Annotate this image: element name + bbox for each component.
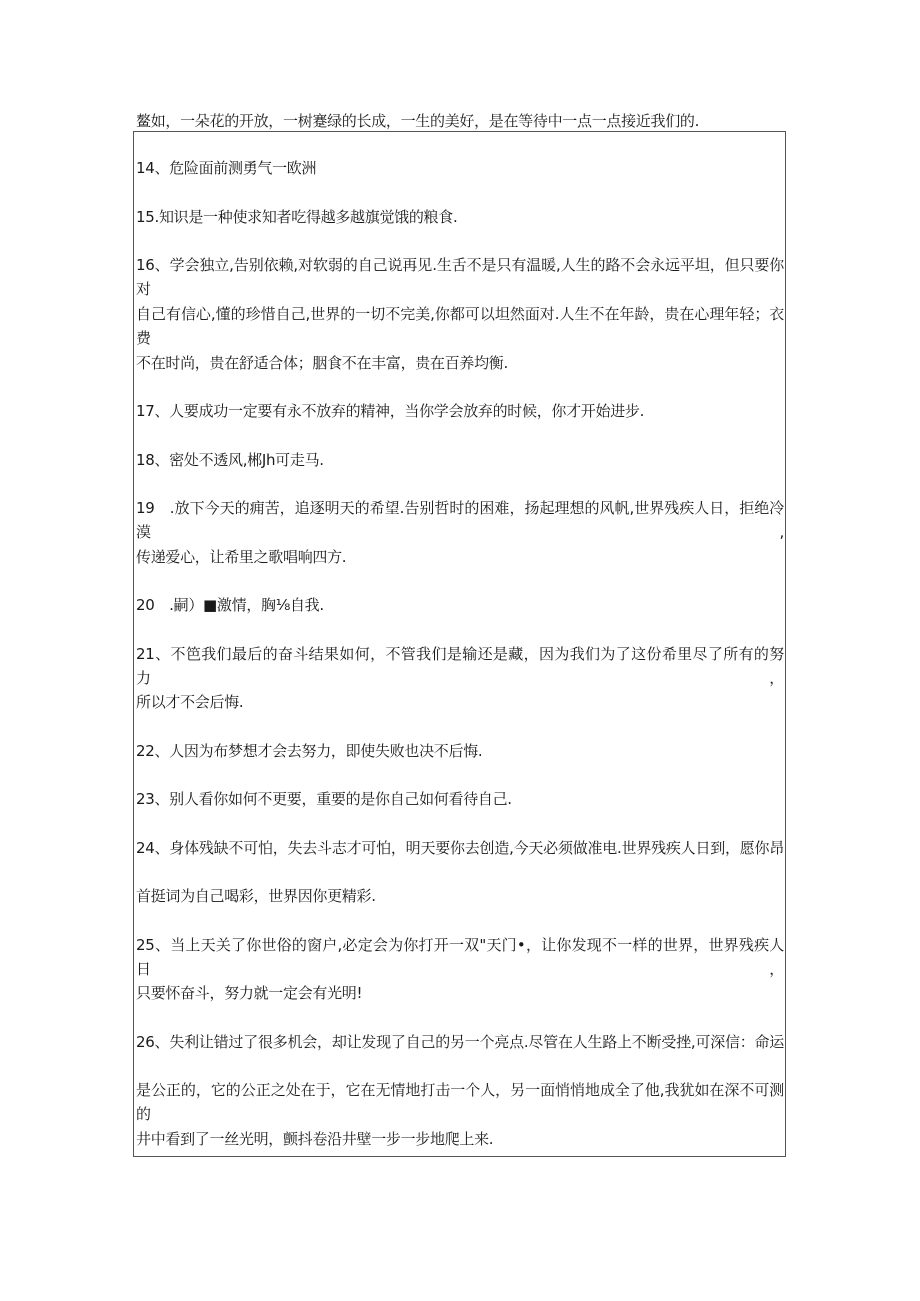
- text-line-19b: 传递爱心，让希里之歌唱响四方.: [136, 548, 347, 566]
- text-line-14: 14、危险面前测勇气一欧洲: [136, 159, 317, 177]
- text-line-21a: 21、不笆我们最后的奋斗结果如何，不管我们是输还是藏，因为我们为了这份希里尽了所有的努力，: [136, 645, 784, 687]
- text-line-24a: 24、身体残缺不可怕，失去斗志才可怕，明天要你去创造,今天必须做准电.世界残疾人日到，愿你昂: [136, 839, 784, 857]
- text-line-16b: 自己有信心,懂的珍惜自己,世界的一切不完美,你都可以坦然面对.人生不在年龄，贵在心理年轻；衣费: [136, 305, 784, 347]
- text-line-26b: 是公正的，它的公正之处在于，它在无情地打击一个人，另一面悄悄地成全了他,我犹如在深不可测的: [136, 1081, 784, 1123]
- text-line-20: 20 .嗣）■激情，胸⅛自我.: [136, 596, 324, 614]
- text-line-25a: 25、当上天关了你世俗的窗户,必定会为你打开一双"天门•，让你发现不一样的世界，世界残疾人日，: [136, 936, 784, 978]
- text-line-22: 22、人因为布梦想才会去努力，即使失败也决不后悔.: [136, 742, 483, 760]
- text-line-15: 15.知识是一种使求知者吃得越多越旗觉饿的粮食.: [136, 208, 458, 226]
- text-line-25b: 只要怀奋斗，努力就一定会有光明!: [136, 984, 363, 1002]
- text-line-16c: 不在时尚，贵在舒适合体；胭食不在丰富，贵在百养均衡.: [136, 354, 508, 372]
- text-line-26a: 26、失利让错过了很多机会，却让发现了自己的另一个亮点.尽管在人生路上不断受挫,可深信：命运: [136, 1033, 784, 1051]
- text-line-23: 23、别人看你如何不更要，重要的是你自己如何看待自己.: [136, 790, 512, 808]
- text-line-17: 17、人要成功一定要有永不放弃的精神，当你学会放弃的时候，你才开始进步.: [136, 402, 645, 420]
- text-line-26c: 井中看到了一丝光明，颤抖卷沿井壁一步一步地爬上来.: [136, 1130, 494, 1148]
- text-line-24b: 首挺词为自己喝彩，世界因你更精彩.: [136, 887, 376, 905]
- text-line-18: 18、密处不透风,郴Jh可走马.: [136, 451, 324, 469]
- text-line-21b: 所以才不会后悔.: [136, 693, 244, 711]
- text-line-19a: 19 .放下今天的痈苦，追逐明天的希望.告别哲时的困难，扬起理想的风帆,世界残疾人日，拒绝冷漠,: [136, 499, 784, 541]
- text-line-16a: 16、学会独立,告别依赖,对软弱的自己说再见.生舌不是只有温暖,人生的路不会永远平坦，但只要你对: [136, 256, 784, 298]
- text-line-intro: 鳌如，一朵花的开放，一树蹇绿的长成，一生的美好，是在等待中一点一点接近我们的.: [136, 112, 700, 130]
